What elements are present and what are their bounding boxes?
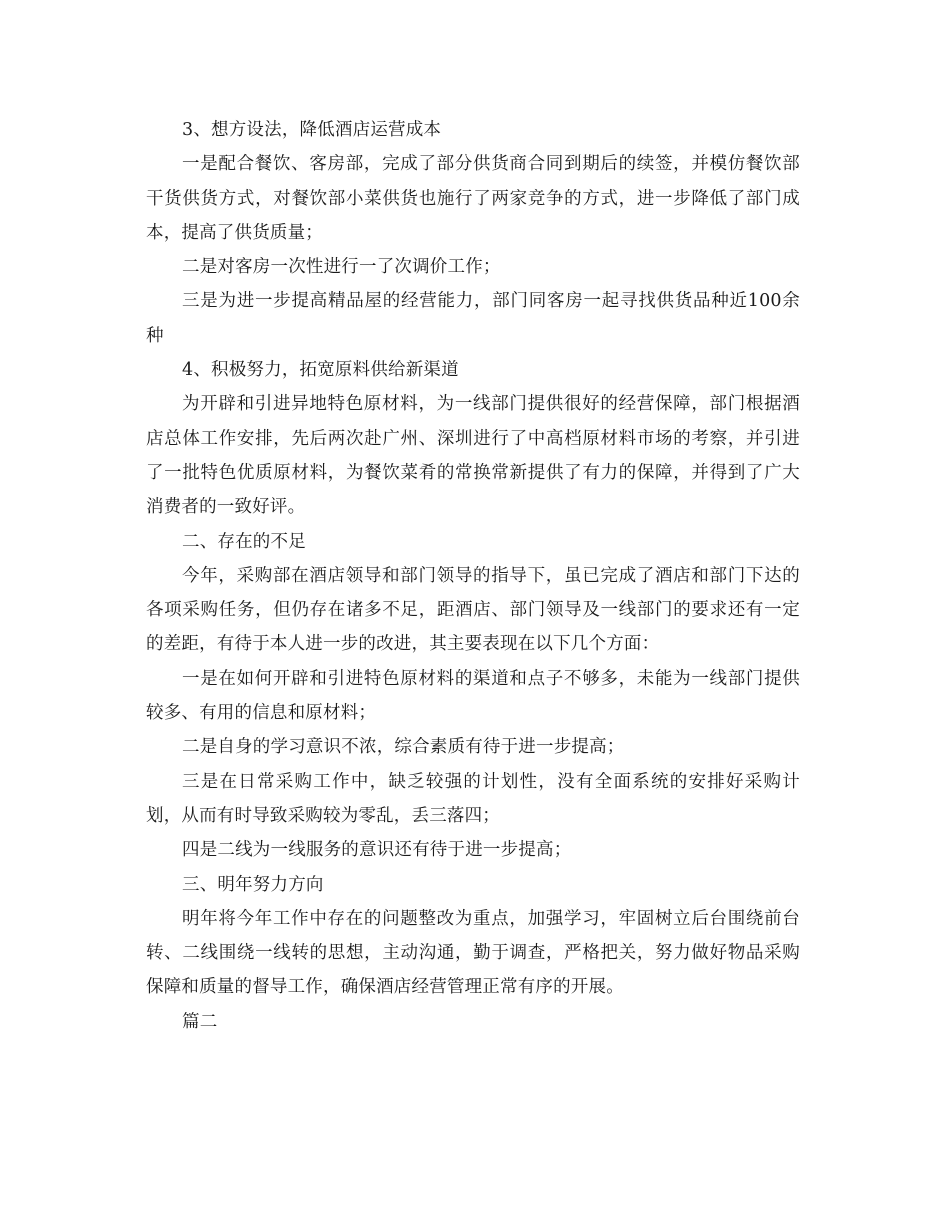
section-heading-shortcomings: 二、存在的不足	[182, 531, 306, 552]
section-heading-cost-reduction: 3、想方设法，降低酒店运营成本	[182, 120, 442, 140]
paragraph: 三是在日常采购工作中，缺乏较强的计划性，没有全面系统的安排好采购计划，从而有时导致采购较为零乱，丢三落四；	[146, 771, 800, 826]
paragraph: 为开辟和引进异地特色原材料，为一线部门提供很好的经营保障，部门根据酒店总体工作安排，先后两次赴广州、深圳进行了中高档原材料市场的考察，并引进了一批特色优质原材料，为餐饮菜肴的常换常新提供了有力的保障，并得到了广大消费者的一致好评。	[146, 394, 800, 518]
section-heading-next-year: 三、明年努力方向	[182, 874, 324, 895]
paragraph: 明年将今年工作中存在的问题整改为重点，加强学习，牢固树立后台围绕前台转、二线围绕一线转的思想，主动沟通，勤于调查，严格把关，努力做好物品采购保障和质量的督导工作，确保酒店经营管理正常有序的开展。	[146, 908, 800, 998]
paragraph: 四是二线为一线服务的意识还有待于进一步提高；	[182, 840, 572, 861]
paragraph: 二是对客房一次性进行一了次调价工作；	[182, 257, 501, 278]
section-heading-part-two: 篇二	[182, 1011, 218, 1032]
paragraph: 一是配合餐饮、客房部，完成了部分供货商合同到期后的续签，并模仿餐饮部干货供货方式，对餐饮部小菜供货也施行了两家竞争的方式，进一步降低了部门成本，提高了供货质量；	[146, 154, 800, 243]
paragraph: 今年，采购部在酒店领导和部门领导的指导下，虽已完成了酒店和部门下达的各项采购任务，但仍存在诸多不足，距酒店、部门领导及一线部门的要求还有一定的差距，有待于本人进一步的改进，其主要表现在以下几个方面：	[146, 565, 800, 655]
paragraph: 三是为进一步提高精品屋的经营能力，部门同客房一起寻找供货品种近100余种	[146, 291, 800, 346]
paragraph: 一是在如何开辟和引进特色原材料的渠道和点子不够多，未能为一线部门提供较多、有用的信息和原材料；	[146, 668, 800, 724]
paragraph: 二是自身的学习意识不浓，综合素质有待于进一步提高；	[182, 737, 625, 758]
document-body	[146, 113, 800, 1039]
section-heading-new-channels: 4、积极努力，拓宽原料供给新渠道	[182, 360, 459, 381]
